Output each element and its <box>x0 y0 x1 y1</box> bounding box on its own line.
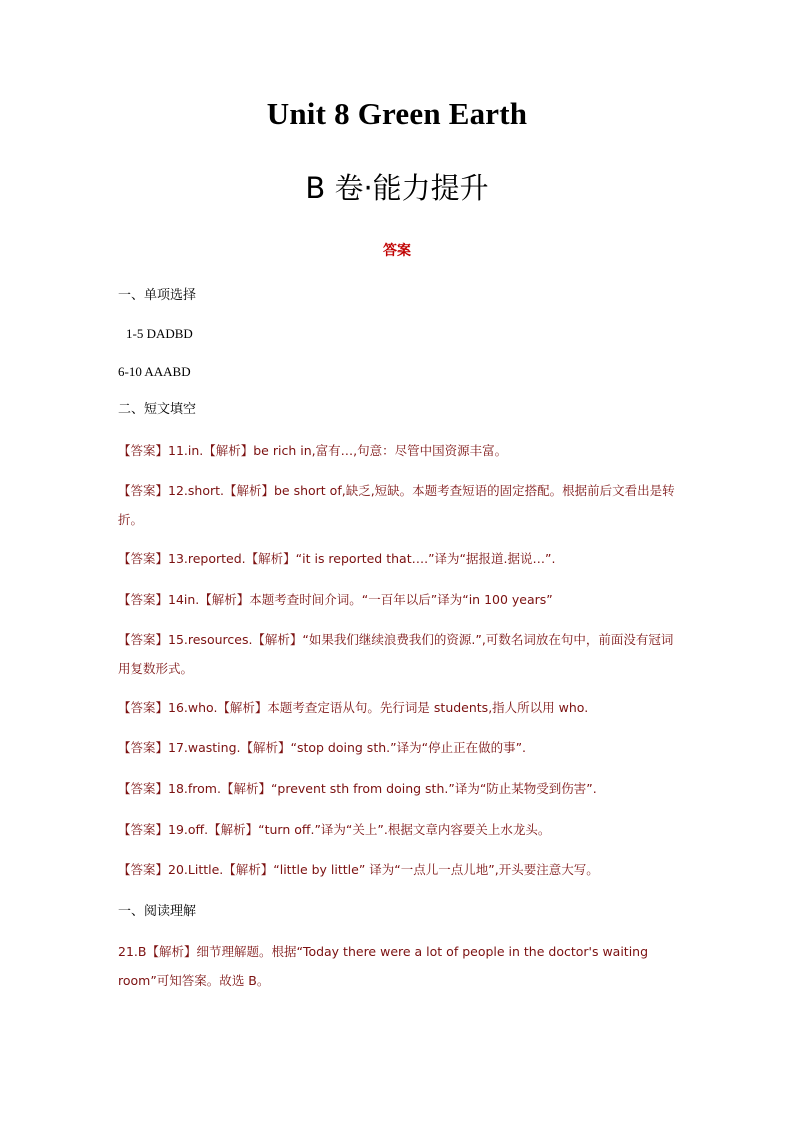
answer-item-13: 【答案】13.reported.【解析】“it is reported that….”译为“据报道.据说…”. <box>118 551 556 566</box>
answer-item-20: 【答案】20.Little.【解析】“little by little” 译为“一点儿一点儿地”,开头要注意大写。 <box>118 862 599 877</box>
answer-item-15: 【答案】15.resources.【解析】“如果我们继续浪费我们的资源.”,可数名词放在句中，前面没有冠词用复数形式。 <box>118 632 674 676</box>
answer-item-16: 【答案】16.who.【解析】本题考查定语从句。先行词是 students,指人所以用 who. <box>118 700 589 715</box>
section-heading-reading: 一、阅读理解 <box>118 904 197 919</box>
answer-item-19: 【答案】19.off.【解析】“turn off.”译为“关上”.根据文章内容要关上水龙头。 <box>118 822 551 837</box>
answer-heading: 答案 <box>383 243 411 259</box>
answer-item-12: 【答案】12.short.【解析】be short of,缺乏,短缺。本题考查短语的固定搭配。根据前后文看出是转折。 <box>118 483 675 527</box>
answer-line-1-5: 1-5 DADBD <box>126 326 193 341</box>
answer-line-6-10: 6-10 AAABD <box>118 364 191 379</box>
page-title: Unit 8 Green Earth <box>266 96 528 131</box>
reading-item-21: 21.B【解析】细节理解题。根据“Today there were a lot of people in the doctor's waiting room”可知答案。故选 B。 <box>118 944 649 988</box>
section-heading-fill: 二、短文填空 <box>118 402 197 417</box>
section-heading-choice: 一、单项选择 <box>118 288 197 303</box>
answer-item-17: 【答案】17.wasting.【解析】“stop doing sth.”译为“停止正在做的事”. <box>118 740 527 755</box>
answer-item-11: 【答案】11.in.【解析】be rich in,富有…,句意：尽管中国资源丰富。 <box>118 443 508 458</box>
page-subtitle: B 卷·能力提升 <box>305 171 489 205</box>
answer-item-18: 【答案】18.from.【解析】“prevent sth from doing sth.”译为“防止某物受到伤害”. <box>118 781 597 796</box>
answer-item-14: 【答案】14in.【解析】本题考查时间介词。“一百年以后”译为“in 100 years” <box>118 592 553 607</box>
